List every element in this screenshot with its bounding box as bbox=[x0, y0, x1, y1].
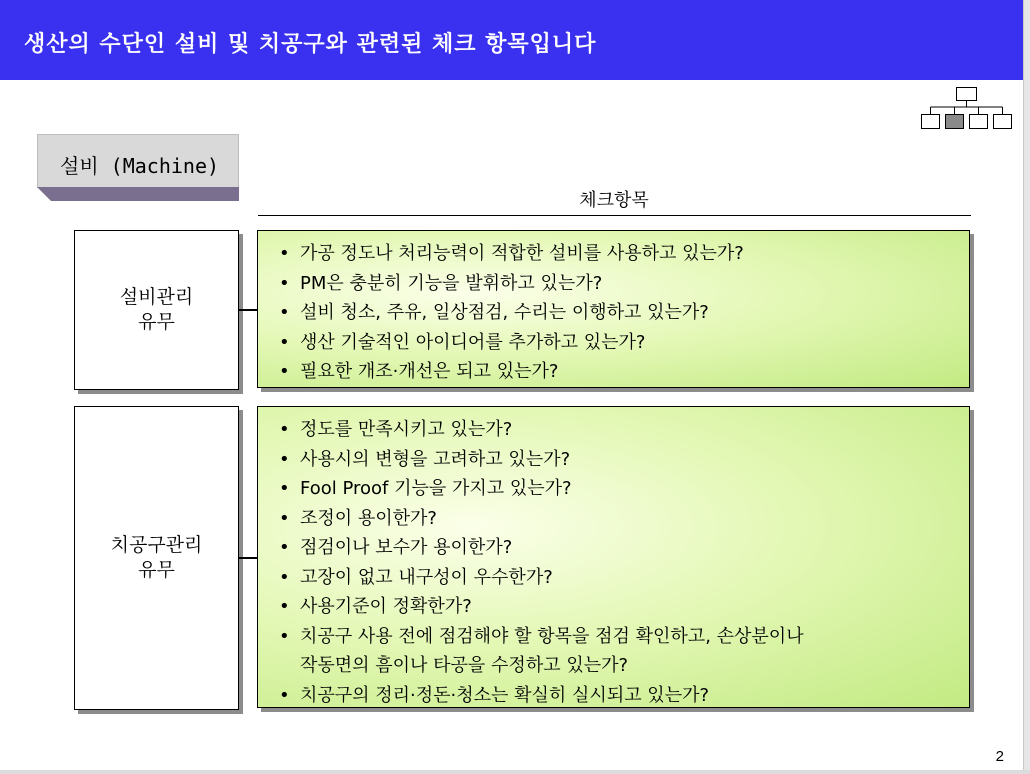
checklist bbox=[278, 415, 959, 710]
list-item-line: 작동면의 흠이나 타공을 수정하고 있는가? bbox=[300, 655, 629, 676]
list-item: • 조정이 용이한가? bbox=[278, 504, 959, 534]
list-item: • 생산 기술적인 아이디어를 추가하고 있는가? bbox=[278, 328, 959, 358]
list-item-wrapped bbox=[278, 622, 959, 681]
list-item: • 고장이 없고 내구성이 우수한가? bbox=[278, 563, 959, 593]
section-label: 설비 (Machine) bbox=[60, 154, 220, 178]
list-item: • PM은 충분히 기능을 발휘하고 있는가? bbox=[278, 269, 959, 299]
section-tab-shadow bbox=[37, 187, 239, 201]
header-rule bbox=[258, 215, 971, 216]
category-label: 유무 bbox=[138, 559, 175, 581]
list-item: • 사용시의 변형을 고려하고 있는가? bbox=[278, 445, 959, 475]
checklist-box-tooling bbox=[257, 406, 970, 708]
title-bar bbox=[0, 0, 1030, 80]
checklist-box-equipment bbox=[257, 230, 970, 388]
list-item: • 사용기준이 정확한가? bbox=[278, 592, 959, 622]
category-box-tooling bbox=[74, 406, 239, 710]
category-label: 유무 bbox=[138, 311, 175, 333]
checklist bbox=[278, 239, 959, 387]
right-border bbox=[1023, 0, 1030, 774]
bottom-border bbox=[0, 770, 1030, 774]
page-number: 2 bbox=[995, 748, 1004, 765]
category-box-equipment bbox=[74, 230, 239, 390]
list-item: • Fool Proof 기능을 가지고 있는가? bbox=[278, 474, 959, 504]
check-items-header: 체크항목 bbox=[579, 190, 649, 211]
list-item: • 필요한 개조·개선은 되고 있는가? bbox=[278, 357, 959, 387]
page-title: 생산의 수단인 설비 및 치공구와 관련된 체크 항목입니다 bbox=[24, 32, 597, 57]
connector-line bbox=[238, 557, 257, 559]
list-item: • 설비 청소, 주유, 일상점검, 수리는 이행하고 있는가? bbox=[278, 298, 959, 328]
org-chart-icon bbox=[920, 86, 1012, 132]
category-label: 설비관리 bbox=[119, 286, 194, 308]
list-item-line: 치공구 사용 전에 점검해야 할 항목을 점검 확인하고, 손상분이나 bbox=[300, 625, 804, 647]
list-item: • 가공 정도나 처리능력이 적합한 설비를 사용하고 있는가? bbox=[278, 239, 959, 269]
list-item: • 정도를 만족시키고 있는가? bbox=[278, 415, 959, 445]
connector-line bbox=[238, 309, 257, 311]
category-label: 치공구관리 bbox=[110, 534, 203, 556]
list-item: • 치공구의 정리·정돈·청소는 확실히 실시되고 있는가? bbox=[278, 681, 959, 711]
list-item: • 점검이나 보수가 용이한가? bbox=[278, 533, 959, 563]
